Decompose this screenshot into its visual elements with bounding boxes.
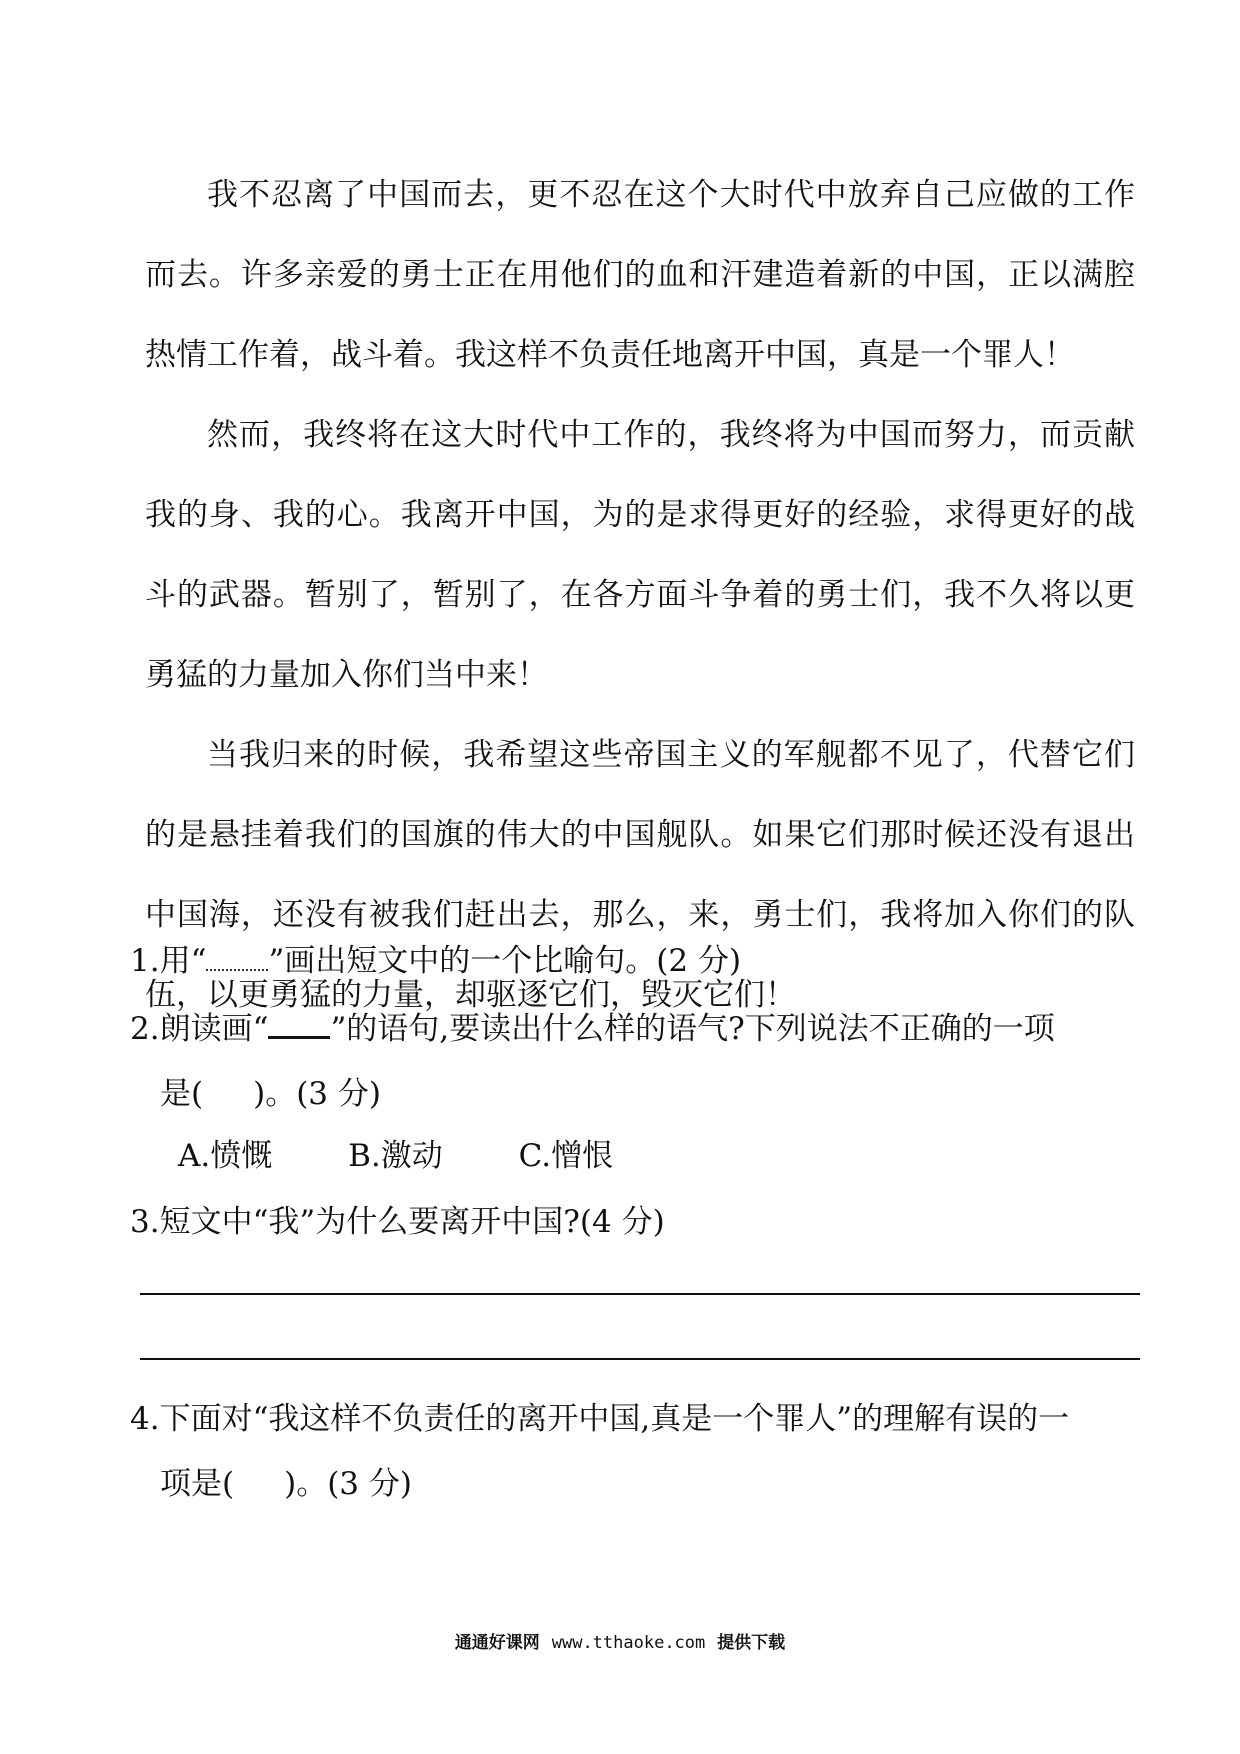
reading-passage: [145, 155, 1135, 1035]
passage-paragraph: 当我归来的时候，我希望这些帝国主义的军舰都不见了，代替它们的是悬挂着我们的国旗的伟大的中国舰队。如果它们那时候还没有退出中国海，还没有被我们赶出去，那么，来，勇士们，我将加入你们的队伍，以更勇猛的力量，却驱逐它们，毁灭它们！: [145, 737, 1135, 1013]
passage-paragraph: 我不忍离了中国而去，更不忍在这个大时代中放弃自己应做的工作而去。许多亲爱的勇士正在用他们的血和汗建造着新的中国，正以满腔热情工作着，战斗着。我这样不负责任地离开中国，真是一个罪人！: [145, 177, 1135, 373]
question-2-options: [178, 1130, 679, 1175]
footer-site-name: 通通好课网: [454, 1633, 540, 1653]
option-a[interactable]: A.愤慨: [178, 1138, 273, 1174]
footer-url[interactable]: www.tthaoke.com: [551, 1633, 706, 1653]
question-2-continued: 是( )。(3 分): [160, 1076, 381, 1112]
question-4-continued: 项是( )。(3 分): [160, 1466, 412, 1502]
footer-suffix: 提供下载: [717, 1633, 786, 1653]
answer-line[interactable]: [140, 1293, 1140, 1295]
question-3: 3.短文中“我”为什么要离开中国?(4 分): [130, 1204, 665, 1240]
question-2: 2.朗读画“ ”的语句,要读出什么样的语气?下列说法不正确的一项: [130, 1011, 1055, 1047]
option-c[interactable]: C.憎恨: [518, 1138, 614, 1174]
wavy-underline-mark: [206, 949, 268, 971]
passage-paragraph: 然而，我终将在这大时代中工作的，我终将为中国而努力，而贡献我的身、我的心。我离开中国，为的是求得更好的经验，求得更好的战斗的武器。暂别了，暂别了，在各方面斗争着的勇士们，我不久将以更勇猛的力量加入你们当中来！: [145, 417, 1135, 693]
question-4: 4.下面对“我这样不负责任的离开中国,真是一个罪人”的理解有误的一: [130, 1401, 1070, 1437]
page-footer: [0, 1628, 1240, 1653]
answer-line[interactable]: [140, 1358, 1140, 1360]
question-1: 1.用“ ”画出短文中的一个比喻句。(2 分): [130, 943, 742, 979]
solid-underline-mark: [268, 1014, 330, 1039]
option-b[interactable]: B.激动: [348, 1138, 443, 1174]
